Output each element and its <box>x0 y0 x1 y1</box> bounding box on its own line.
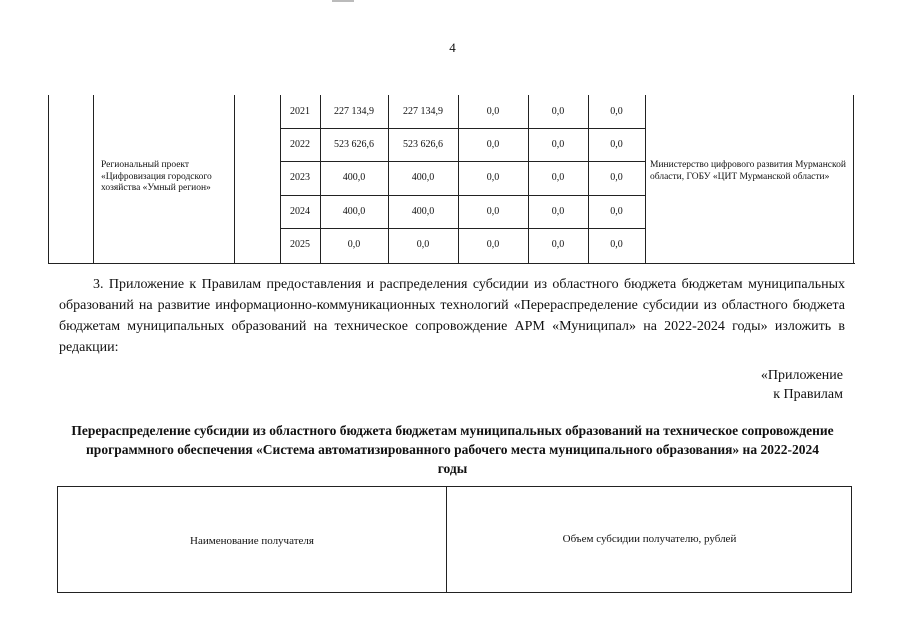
value-cell: 0,0 <box>486 106 500 117</box>
value-cell: 0,0 <box>610 206 623 217</box>
year-cell: 2023 <box>290 172 310 183</box>
column-header-amount: Объем субсидии получателю, рублей <box>562 533 737 545</box>
value-cell: 0,0 <box>551 172 565 183</box>
column-header-recipient: Наименование получателя <box>190 535 314 547</box>
appendix-reference <box>761 366 843 404</box>
table-divider <box>446 487 447 592</box>
value-cell: 400,0 <box>342 206 366 217</box>
value-cell: 523 626,6 <box>403 139 443 150</box>
funding-table <box>48 95 855 264</box>
year-cell: 2024 <box>290 206 310 217</box>
value-cell: 0,0 <box>610 172 623 183</box>
value-cell: 0,0 <box>347 239 361 250</box>
project-name: Региональный проект «Цифровизация городского хозяйства «Умный регион» <box>101 160 212 193</box>
value-cell: 0,0 <box>551 106 565 117</box>
value-cell: 0,0 <box>610 106 623 117</box>
page-top-mark <box>332 0 354 2</box>
value-cell: 0,0 <box>486 206 500 217</box>
value-cell: 400,0 <box>411 206 435 217</box>
page-number: 4 <box>449 40 456 55</box>
table-divider <box>645 95 646 263</box>
table-border-right <box>853 95 854 263</box>
appendix-line: к Правилам <box>773 387 843 402</box>
value-cell: 400,0 <box>342 172 366 183</box>
value-cell: 227 134,9 <box>334 106 374 117</box>
value-cell: 0,0 <box>486 139 500 150</box>
value-cell: 0,0 <box>551 239 565 250</box>
value-cell: 400,0 <box>411 172 435 183</box>
year-cell: 2022 <box>290 139 310 150</box>
year-cell: 2025 <box>290 239 310 250</box>
amendment-paragraph: 3. Приложение к Правилам предоставления и распределения субсидии из областного бюджета бюджетам муниципальных образований на развитие информационно-коммуникационных технологий «Перераспределение субсидии из областного бюджета бюджетам муниципальных образований на техническое сопровождение АРМ «Муниципал» на 2022-2024 годы» изложить в редакции: <box>59 277 845 355</box>
table-divider <box>93 95 94 263</box>
value-cell: 0,0 <box>551 139 565 150</box>
value-cell: 0,0 <box>610 239 623 250</box>
section-heading: Перераспределение субсидии из областного бюджета бюджетам муниципальных образований на техническое сопровождение программного обеспечения «Система автоматизированного рабочего места муниципального образования» на 2022-2024 годы <box>71 423 834 476</box>
year-cell: 2021 <box>290 106 310 117</box>
responsible-executor: Министерство цифрового развития Мурманской области, ГОБУ «ЦИТ Мурманской области» <box>650 160 846 182</box>
value-cell: 0,0 <box>486 239 500 250</box>
value-cell: 0,0 <box>416 239 430 250</box>
value-cell: 0,0 <box>486 172 500 183</box>
recipients-table <box>57 486 852 593</box>
value-cell: 523 626,6 <box>334 139 374 150</box>
value-cell: 227 134,9 <box>403 106 443 117</box>
appendix-line: «Приложение <box>760 368 843 383</box>
value-cell: 0,0 <box>551 206 565 217</box>
value-cell: 0,0 <box>610 139 623 150</box>
table-border-left <box>48 95 49 263</box>
